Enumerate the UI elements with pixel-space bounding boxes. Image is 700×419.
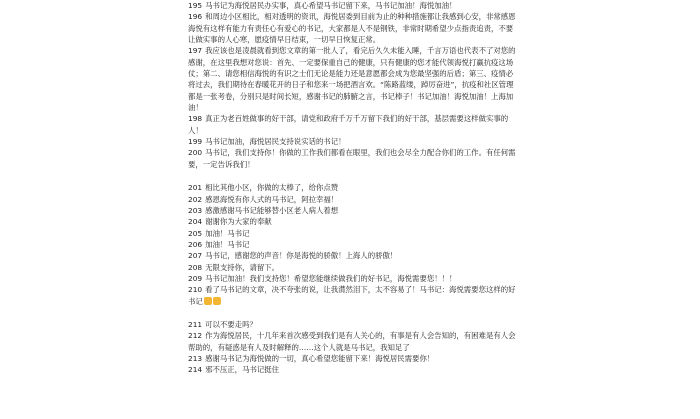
comment-text: 我应该也是凌晨就看到您文章的第一批人了，看完后久久未能入睡，千言万语也代表不了对您的感谢，在这里我想对您说：首先、一定要保重自己的健康，只有健康的您才能代领海悦打赢抗疫这场仗；第二、请您相信海悦的有识之士们无论是能力还是意愿都会成为您最坚强的后盾；第三、疫情必将过去，我们期待在春暖花开的日子和您来一场把酒言欢。“陈路蓝缕，踔厉奋进”，抗疫和社区管理都是一张考卷，分别只是时间长短，感谢书记的肺腑之言，书记棒子！书记加油！海悦加油！上海加油！ — [188, 46, 516, 113]
comment-text: 可以不要走吗？ — [205, 319, 257, 329]
comment-text: 马书记加油，海悦居民支持说实话的书记！ — [205, 137, 346, 147]
comment-text: 邪不压正，马书记挺住 — [205, 365, 280, 375]
comment-text: 谢谢你为大家的奉献 — [205, 217, 272, 227]
comment-text: 马书记，我们支持你！你做的工作我们都看在眼里，我们也会尽全力配合你们的工作。有任何需要，一定告诉我们！ — [188, 148, 516, 169]
comment-list-bottom — [188, 319, 518, 376]
comment-text: 感恩海悦有你人式的马书记，阿拉幸福！ — [205, 194, 339, 204]
comment-text: 马书记，感谢您的声音！你是海悦的骄傲！上海人的骄傲！ — [205, 251, 398, 261]
section-gap — [188, 307, 518, 319]
comment-text: 马书记加油！我们支持您！希望您能继续做我们的好书记，海悦需要您！！！ — [205, 273, 457, 283]
comment-text: 感谢马书记为海悦做的一切，真心希望您能留下来！海悦居民需要你！ — [205, 353, 435, 363]
comment-entry — [188, 319, 518, 330]
comment-entry — [188, 113, 518, 136]
comment-number: 207 — [188, 251, 203, 261]
comment-text: 无限支持你，请留下。 — [205, 262, 280, 272]
comment-number: 201 — [188, 183, 203, 193]
comment-entry — [188, 136, 518, 147]
comment-text: 加油！马书记 — [205, 239, 250, 249]
comment-number: 204 — [188, 217, 203, 227]
thumbs-up-icon — [213, 297, 221, 305]
comment-entry — [188, 262, 518, 273]
comment-number: 209 — [188, 273, 203, 283]
comment-entry — [188, 330, 518, 353]
comment-number: 198 — [188, 114, 203, 124]
comment-document — [188, 0, 518, 376]
comment-entry — [188, 353, 518, 364]
comment-text: 感激感谢马书记能够替小区老人病人着想 — [205, 205, 339, 215]
comment-entry — [188, 194, 518, 205]
comment-entry — [188, 250, 518, 261]
comment-number: 213 — [188, 353, 203, 363]
comment-text: 马书记为海悦居民办实事，真心希望马书记留下来，马书记加油！海悦加油！ — [205, 1, 457, 10]
comment-entry — [188, 11, 518, 45]
comment-number: 211 — [188, 319, 203, 329]
comment-number: 205 — [188, 228, 203, 238]
comment-number: 208 — [188, 262, 203, 272]
comment-text: 作为海悦居民，十几年来首次感受到我们是有人关心的，有事是有人会告知的，有困难是有人会帮助的，有疑惑是有人及时解释的……这个人就是马书记，我知足了 — [188, 331, 516, 352]
comment-number: 214 — [188, 365, 203, 375]
comment-number: 195 — [188, 1, 203, 10]
comment-entry — [188, 284, 518, 307]
comment-entry — [188, 228, 518, 239]
comment-list-top — [188, 0, 518, 170]
comment-text: 和周边小区相比，相对透明的资讯，海悦居委到目前为止的种种措施都让我感到心安，非常感恩海悦有这样有能力有责任心有爱心的书记，大家都是人不是钢铁，非常时期希望少点指责追责，不要让做实事的人心寒，愿疫情早日结束，一切早日恢复正常。 — [188, 12, 516, 45]
thumbs-up-icon — [204, 297, 212, 305]
comment-entry — [188, 273, 518, 284]
comment-text: 加油！马书记 — [205, 228, 250, 238]
comment-entry — [188, 205, 518, 216]
comment-number: 200 — [188, 148, 203, 158]
comment-number: 203 — [188, 205, 203, 215]
comment-number: 210 — [188, 285, 203, 295]
comment-text: 真正为老百姓做事的好干部，请党和政府千万千万留下我们的好干部，基层需要这样做实事的人！ — [188, 114, 509, 135]
section-gap — [188, 170, 518, 182]
comment-entry — [188, 45, 518, 113]
comment-number: 196 — [188, 12, 203, 22]
comment-entry — [188, 216, 518, 227]
comment-number: 206 — [188, 239, 203, 249]
comment-entry — [188, 364, 518, 375]
comment-number: 199 — [188, 137, 203, 147]
comment-number: 212 — [188, 331, 203, 341]
comment-entry — [188, 0, 518, 11]
comment-entry — [188, 182, 518, 193]
comment-number: 197 — [188, 46, 203, 56]
comment-entry — [188, 239, 518, 250]
comment-list-mid — [188, 182, 518, 307]
comment-text: 相比其他小区，你做的太棒了，给你点赞 — [205, 183, 339, 193]
comment-entry — [188, 147, 518, 170]
comment-text: 看了马书记的文章，决不夸张的说，让我潸然泪下，太不容易了！马书记：海悦需要您这样的好书记 — [188, 285, 516, 306]
comment-number: 202 — [188, 194, 203, 204]
